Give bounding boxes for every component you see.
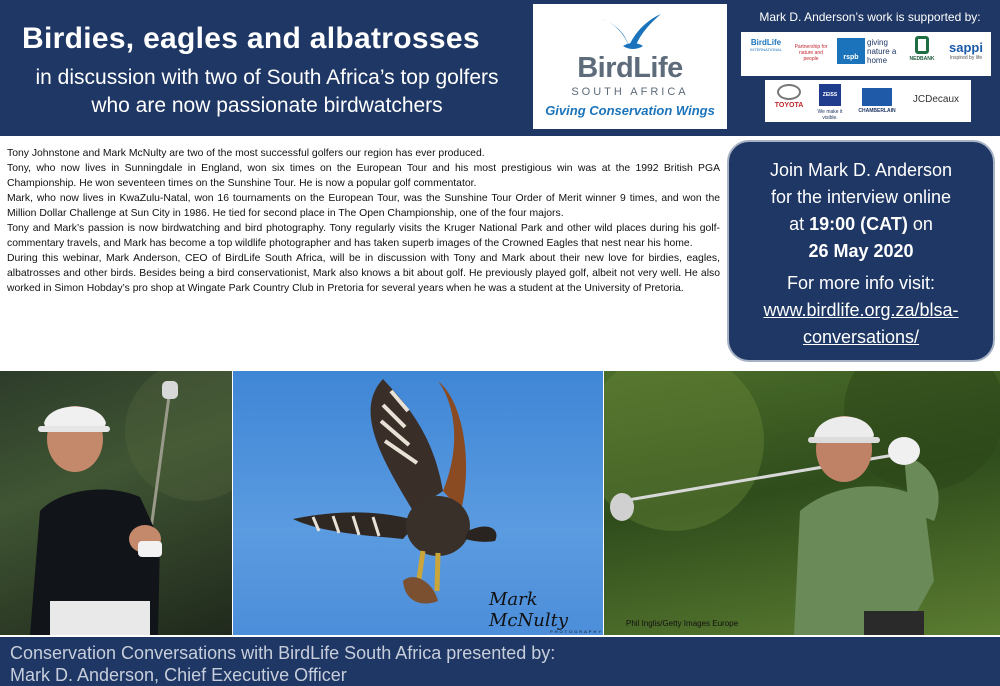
logo-tagline: Giving Conservation Wings bbox=[545, 103, 715, 118]
giving-nature-text: giving nature a home bbox=[867, 38, 897, 65]
photo-credit: Phil Inglis/Getty Images Europe bbox=[626, 619, 739, 628]
event-date: 26 May 2020 bbox=[808, 241, 914, 261]
footer-line-1: Conservation Conversations with BirdLife South Africa presented by: bbox=[10, 643, 556, 663]
sappi-logo: sappi Inspired by life bbox=[949, 40, 983, 61]
toyota-logo: TOYOTA bbox=[771, 84, 807, 109]
chamberlain-logo: CHAMBERLAIN bbox=[857, 88, 897, 114]
birdlife-international-logo: BirdLife INTERNATIONAL bbox=[750, 38, 782, 52]
info-link[interactable]: www.birdlife.org.za/blsa- conversations/ bbox=[763, 300, 959, 347]
birdlife-logo bbox=[533, 4, 727, 129]
page-title: Birdies, eagles and albatrosses bbox=[22, 22, 480, 55]
paragraph-webinar: During this webinar, Mark Anderson, CEO of BirdLife South Africa, will be in discussion with Tony and Mark about their new love for birdies, eagles, albatrosses and other birds. Besides being a bird conservationist, Mark also knows a bit about golf. He previously played golf, albeit not very well. He also worked in Simon Hobday’s pro shop at Wingate Park Country Club in Pretoria for several years when he was a student at the University of Pretoria. bbox=[7, 253, 720, 294]
chamberlain-mark-icon bbox=[862, 88, 892, 106]
flying-bird-icon bbox=[595, 12, 665, 54]
callout-line-3: at 19:00 (CAT) on bbox=[789, 214, 933, 234]
jcdecaux-logo: JCDecaux bbox=[912, 94, 960, 105]
nedbank-logo: NEDBANK bbox=[905, 36, 939, 62]
golfer-mark-photo bbox=[604, 371, 1000, 635]
rspb-logo: rspb bbox=[837, 38, 865, 64]
callout-line-1: Join Mark D. Anderson bbox=[769, 160, 953, 180]
logo-wordmark: BirdLife bbox=[577, 52, 683, 84]
sponsor-logos-row-1 bbox=[741, 32, 991, 76]
crowned-eagle-photo bbox=[233, 371, 603, 635]
toyota-emblem-icon bbox=[777, 84, 801, 100]
article-body bbox=[7, 146, 720, 296]
paragraph-passion: Tony and Mark’s passion is now birdwatching and bird photography. Tony regularly visits the Kruger National Park and other wild places during his golf-commentary travels, and Mark has become a top wildlife photographer and has taken superb images of the Crowned Eagles that nest near his home. bbox=[7, 223, 720, 249]
paragraph-mark: Mark, who now lives in KwaZulu-Natal, won 16 tournaments on the European Tour, was the Sunshine Tour Order of Merit winner 9 times, and won the Million Dollar Challenge at Sun City in 1986. He tied for second place in The Open Championship, one of the four majors. bbox=[7, 193, 720, 219]
paragraph-intro: Tony Johnstone and Mark McNulty are two of the most successful golfers our region has ever produced. bbox=[7, 148, 485, 159]
header-banner bbox=[0, 0, 1000, 136]
footer-banner bbox=[0, 637, 1000, 686]
footer-line-2: Mark D. Anderson, Chief Executive Officer bbox=[10, 665, 347, 685]
zeiss-logo: ZEISS We make it visible. bbox=[815, 84, 845, 121]
event-time: 19:00 (CAT) bbox=[809, 214, 908, 234]
partnership-text: Partnership for nature and people bbox=[794, 44, 828, 62]
info-label: For more info visit: bbox=[786, 273, 936, 293]
paragraph-tony: Tony, who now lives in Sunningdale in England, won six times on the European Tour and his most prestigious win was at the 1992 British PGA Championship. He won seventeen times on the Sunshine Tour. He is now a popular golf commentator. bbox=[7, 163, 720, 189]
logo-region: SOUTH AFRICA bbox=[571, 86, 689, 98]
sponsors-heading: Mark D. Anderson’s work is supported by: bbox=[759, 10, 981, 24]
golfer-figure-right bbox=[604, 371, 1000, 635]
event-callout bbox=[727, 140, 995, 362]
subtitle-line-1: in discussion with two of South Africa’s top golfers bbox=[35, 66, 499, 89]
callout-line-2: for the interview online bbox=[770, 187, 952, 207]
sponsor-logos-row-2 bbox=[765, 80, 971, 122]
subtitle-line-2: who are now passionate birdwatchers bbox=[91, 94, 443, 117]
nedbank-mark-icon bbox=[915, 36, 929, 54]
golfer-figure-left bbox=[0, 371, 232, 635]
golfer-tony-photo bbox=[0, 371, 232, 635]
photographer-signature: Mark McNulty PHOTOGRAPHY bbox=[489, 589, 603, 634]
